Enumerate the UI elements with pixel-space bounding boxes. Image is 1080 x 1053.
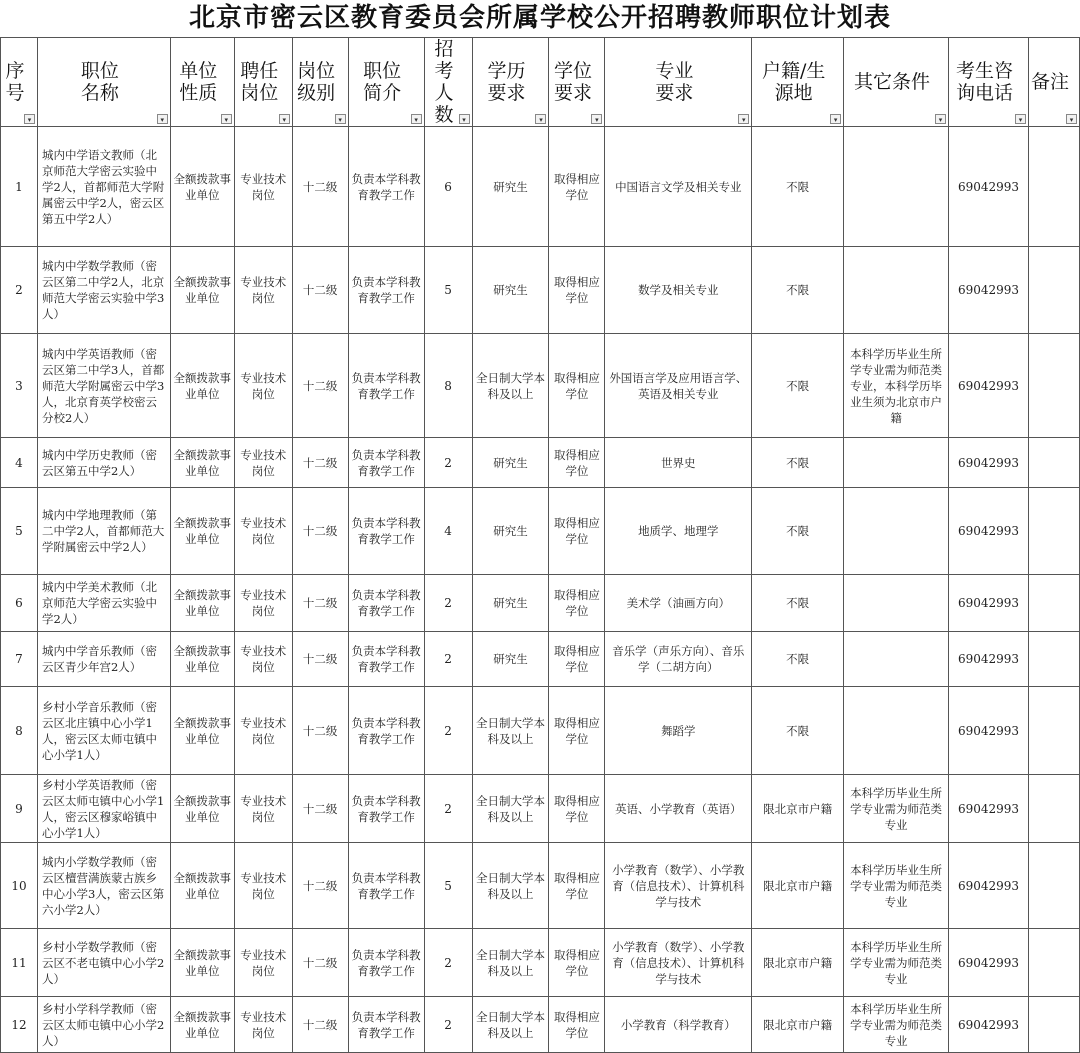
cell-degree: 取得相应学位 (549, 247, 605, 334)
cell-degree: 取得相应学位 (549, 127, 605, 247)
table-row (1, 997, 1080, 1053)
cell-position-name: 乡村小学科学教师（密云区太师屯镇中心小学2人） (37, 997, 170, 1053)
filter-dropdown-icon[interactable]: ▾ (591, 114, 602, 124)
cell-count: 5 (424, 843, 472, 929)
cell-other (844, 488, 949, 575)
header-label-line: 学位 (553, 60, 592, 82)
header-row (1, 38, 1080, 127)
cell-remark (1028, 632, 1079, 687)
cell-remark (1028, 334, 1079, 438)
cell-major: 地质学、地理学 (605, 488, 752, 575)
cell-count: 2 (424, 687, 472, 775)
cell-unit-type: 全额拨款事业单位 (170, 632, 234, 687)
cell-remark (1028, 247, 1079, 334)
cell-intro: 负责本学科教育教学工作 (348, 775, 424, 843)
cell-major: 小学教育（数学）、小学教育（信息技术）、计算机科学与技术 (605, 929, 752, 997)
cell-other: 本科学历毕业生所学专业需为师范类专业 (844, 843, 949, 929)
cell-count: 2 (424, 929, 472, 997)
cell-hukou: 不限 (752, 438, 844, 488)
cell-count: 2 (424, 632, 472, 687)
cell-level: 十二级 (292, 632, 348, 687)
cell-intro: 负责本学科教育教学工作 (348, 997, 424, 1053)
cell-phone: 69042993 (949, 575, 1029, 632)
cell-education: 全日制大学本科及以上 (472, 334, 549, 438)
cell-remark (1028, 775, 1079, 843)
cell-remark (1028, 488, 1079, 575)
cell-position-name: 乡村小学音乐教师（密云区北庄镇中心小学1人，密云区太师屯镇中心小学1人） (37, 687, 170, 775)
header-hukou (752, 38, 844, 127)
cell-phone: 69042993 (949, 997, 1029, 1053)
cell-position-name: 城内中学英语教师（密云区第二中学3人，首都师范大学附属密云中学3人，北京育英学校密云分校2人） (37, 334, 170, 438)
cell-remark (1028, 575, 1079, 632)
cell-position-name: 城内中学数学教师（密云区第二中学2人，北京师范大学密云实验中学3人） (37, 247, 170, 334)
header-unit-type (170, 38, 234, 127)
header-label-line: 岗位 (240, 82, 279, 104)
cell-degree: 取得相应学位 (549, 929, 605, 997)
cell-remark (1028, 438, 1079, 488)
cell-unit-type: 全额拨款事业单位 (170, 575, 234, 632)
header-label-line: 级别 (297, 82, 336, 104)
cell-hukou: 限北京市户籍 (752, 929, 844, 997)
cell-hukou: 不限 (752, 247, 844, 334)
cell-education: 全日制大学本科及以上 (472, 843, 549, 929)
cell-post: 专业技术岗位 (234, 334, 292, 438)
cell-hukou: 不限 (752, 127, 844, 247)
cell-no: 9 (1, 775, 38, 843)
cell-major: 小学教育（数学）、小学教育（信息技术）、计算机科学与技术 (605, 843, 752, 929)
header-label-line: 户籍/生 (761, 60, 826, 82)
cell-remark (1028, 997, 1079, 1053)
cell-phone: 69042993 (949, 127, 1029, 247)
table-row (1, 632, 1080, 687)
cell-post: 专业技术岗位 (234, 438, 292, 488)
cell-phone: 69042993 (949, 438, 1029, 488)
cell-post: 专业技术岗位 (234, 488, 292, 575)
table-row (1, 438, 1080, 488)
cell-hukou: 不限 (752, 488, 844, 575)
cell-phone: 69042993 (949, 632, 1029, 687)
header-label-line: 名称 (80, 82, 119, 104)
cell-position-name: 城内中学美术教师（北京师范大学密云实验中学2人） (37, 575, 170, 632)
cell-unit-type: 全额拨款事业单位 (170, 775, 234, 843)
cell-education: 研究生 (472, 632, 549, 687)
cell-intro: 负责本学科教育教学工作 (348, 575, 424, 632)
filter-dropdown-icon[interactable]: ▾ (1066, 114, 1077, 124)
header-other (844, 38, 949, 127)
cell-phone: 69042993 (949, 334, 1029, 438)
filter-dropdown-icon[interactable]: ▾ (157, 114, 168, 124)
filter-dropdown-icon[interactable]: ▾ (221, 114, 232, 124)
cell-degree: 取得相应学位 (549, 997, 605, 1053)
header-label-line: 职位 (80, 60, 119, 82)
header-label-line: 性质 (179, 82, 218, 104)
header-no (1, 38, 38, 127)
cell-phone: 69042993 (949, 687, 1029, 775)
filter-dropdown-icon[interactable]: ▾ (935, 114, 946, 124)
cell-no: 6 (1, 575, 38, 632)
cell-other (844, 127, 949, 247)
filter-dropdown-icon[interactable]: ▾ (279, 114, 290, 124)
header-label-line: 备注 (1030, 71, 1069, 93)
cell-phone: 69042993 (949, 488, 1029, 575)
header-level (292, 38, 348, 127)
table-row (1, 488, 1080, 575)
header-label-line: 学历 (487, 60, 526, 82)
header-degree (549, 38, 605, 127)
cell-no: 5 (1, 488, 38, 575)
cell-no: 10 (1, 843, 38, 929)
header-intro (348, 38, 424, 127)
table-body (1, 127, 1080, 1053)
cell-education: 研究生 (472, 575, 549, 632)
cell-major: 英语、小学教育（英语） (605, 775, 752, 843)
cell-hukou: 不限 (752, 687, 844, 775)
cell-major: 数学及相关专业 (605, 247, 752, 334)
cell-education: 全日制大学本科及以上 (472, 687, 549, 775)
table-row (1, 929, 1080, 997)
cell-other (844, 687, 949, 775)
cell-level: 十二级 (292, 843, 348, 929)
cell-hukou: 不限 (752, 334, 844, 438)
cell-major: 美术学（油画方向） (605, 575, 752, 632)
header-major (605, 38, 752, 127)
cell-level: 十二级 (292, 438, 348, 488)
cell-count: 6 (424, 127, 472, 247)
header-position-name (37, 38, 170, 127)
table-row (1, 843, 1080, 929)
table-row (1, 687, 1080, 775)
cell-unit-type: 全额拨款事业单位 (170, 127, 234, 247)
header-label-line: 招考 (434, 38, 454, 82)
cell-intro: 负责本学科教育教学工作 (348, 843, 424, 929)
cell-degree: 取得相应学位 (549, 775, 605, 843)
cell-position-name: 乡村小学英语教师（密云区太师屯镇中心小学1人，密云区穆家峪镇中心小学1人） (37, 775, 170, 843)
cell-post: 专业技术岗位 (234, 775, 292, 843)
job-plan-table (0, 37, 1080, 1053)
filter-dropdown-icon[interactable]: ▾ (24, 114, 35, 124)
cell-education: 全日制大学本科及以上 (472, 775, 549, 843)
cell-unit-type: 全额拨款事业单位 (170, 997, 234, 1053)
table-row (1, 575, 1080, 632)
cell-degree: 取得相应学位 (549, 687, 605, 775)
table-row (1, 127, 1080, 247)
cell-unit-type: 全额拨款事业单位 (170, 929, 234, 997)
header-count (424, 38, 472, 127)
cell-unit-type: 全额拨款事业单位 (170, 334, 234, 438)
cell-post: 专业技术岗位 (234, 575, 292, 632)
cell-other (844, 632, 949, 687)
header-label-line: 源地 (774, 82, 813, 104)
cell-position-name: 城内中学音乐教师（密云区青少年宫2人） (37, 632, 170, 687)
cell-degree: 取得相应学位 (549, 632, 605, 687)
cell-no: 3 (1, 334, 38, 438)
cell-degree: 取得相应学位 (549, 843, 605, 929)
cell-no: 8 (1, 687, 38, 775)
cell-count: 5 (424, 247, 472, 334)
cell-education: 研究生 (472, 127, 549, 247)
cell-major: 音乐学（声乐方向）、音乐学（二胡方向） (605, 632, 752, 687)
cell-education: 研究生 (472, 488, 549, 575)
cell-other (844, 575, 949, 632)
cell-major: 小学教育（科学教育） (605, 997, 752, 1053)
filter-dropdown-icon[interactable]: ▾ (535, 114, 546, 124)
cell-level: 十二级 (292, 488, 348, 575)
cell-unit-type: 全额拨款事业单位 (170, 438, 234, 488)
cell-count: 8 (424, 334, 472, 438)
header-label-line: 要求 (655, 82, 694, 104)
cell-education: 全日制大学本科及以上 (472, 997, 549, 1053)
cell-count: 2 (424, 438, 472, 488)
cell-degree: 取得相应学位 (549, 488, 605, 575)
header-label-line: 要求 (487, 82, 526, 104)
cell-unit-type: 全额拨款事业单位 (170, 247, 234, 334)
cell-level: 十二级 (292, 929, 348, 997)
cell-post: 专业技术岗位 (234, 247, 292, 334)
cell-hukou: 限北京市户籍 (752, 997, 844, 1053)
cell-position-name: 城内中学语文教师（北京师范大学密云实验中学2人，首都师范大学附属密云中学2人，密云区第五中学2人） (37, 127, 170, 247)
cell-phone: 69042993 (949, 843, 1029, 929)
cell-intro: 负责本学科教育教学工作 (348, 488, 424, 575)
header-label-line: 专业 (655, 60, 694, 82)
cell-unit-type: 全额拨款事业单位 (170, 488, 234, 575)
cell-level: 十二级 (292, 334, 348, 438)
header-label-line: 要求 (553, 82, 592, 104)
cell-level: 十二级 (292, 127, 348, 247)
cell-intro: 负责本学科教育教学工作 (348, 127, 424, 247)
filter-dropdown-icon[interactable]: ▾ (830, 114, 841, 124)
filter-dropdown-icon[interactable]: ▾ (411, 114, 422, 124)
header-label-line: 简介 (363, 82, 402, 104)
cell-phone: 69042993 (949, 247, 1029, 334)
cell-intro: 负责本学科教育教学工作 (348, 334, 424, 438)
cell-hukou: 限北京市户籍 (752, 775, 844, 843)
cell-position-name: 城内小学数学教师（密云区檀营满族蒙古族乡中心小学3人，密云区第六小学2人） (37, 843, 170, 929)
cell-post: 专业技术岗位 (234, 127, 292, 247)
cell-hukou: 不限 (752, 632, 844, 687)
cell-unit-type: 全额拨款事业单位 (170, 687, 234, 775)
cell-no: 1 (1, 127, 38, 247)
header-label-line: 序 (5, 60, 25, 82)
table-row (1, 775, 1080, 843)
cell-hukou: 不限 (752, 575, 844, 632)
cell-other (844, 247, 949, 334)
cell-other (844, 438, 949, 488)
cell-no: 2 (1, 247, 38, 334)
filter-dropdown-icon[interactable]: ▾ (738, 114, 749, 124)
cell-remark (1028, 687, 1079, 775)
cell-intro: 负责本学科教育教学工作 (348, 687, 424, 775)
cell-education: 全日制大学本科及以上 (472, 929, 549, 997)
header-phone (949, 38, 1029, 127)
cell-position-name: 城内中学地理教师（第二中学2人，首都师范大学附属密云中学2人） (37, 488, 170, 575)
header-label-line: 聘任 (240, 60, 279, 82)
cell-position-name: 城内中学历史教师（密云区第五中学2人） (37, 438, 170, 488)
cell-no: 4 (1, 438, 38, 488)
table-row (1, 334, 1080, 438)
cell-no: 7 (1, 632, 38, 687)
cell-other: 本科学历毕业生所学专业需为师范类专业 (844, 775, 949, 843)
cell-major: 舞蹈学 (605, 687, 752, 775)
cell-count: 4 (424, 488, 472, 575)
header-label-line: 职位 (363, 60, 402, 82)
header-label-line: 考生咨 (955, 60, 1013, 82)
filter-dropdown-icon[interactable]: ▾ (459, 114, 470, 124)
filter-dropdown-icon[interactable]: ▾ (335, 114, 346, 124)
header-label-line: 人数 (434, 82, 454, 126)
cell-remark (1028, 843, 1079, 929)
cell-major: 外国语言学及应用语言学、英语及相关专业 (605, 334, 752, 438)
cell-level: 十二级 (292, 775, 348, 843)
cell-no: 11 (1, 929, 38, 997)
header-label-line: 号 (5, 82, 25, 104)
cell-other: 本科学历毕业生所学专业需为师范类专业 (844, 929, 949, 997)
cell-major: 中国语言文学及相关专业 (605, 127, 752, 247)
cell-no: 12 (1, 997, 38, 1053)
cell-degree: 取得相应学位 (549, 575, 605, 632)
cell-post: 专业技术岗位 (234, 843, 292, 929)
filter-dropdown-icon[interactable]: ▾ (1015, 114, 1026, 124)
cell-phone: 69042993 (949, 929, 1029, 997)
header-label-line: 其它条件 (854, 71, 931, 93)
cell-position-name: 乡村小学数学教师（密云区不老屯镇中心小学2人） (37, 929, 170, 997)
cell-other: 本科学历毕业生所学专业需为师范类专业 (844, 997, 949, 1053)
cell-level: 十二级 (292, 575, 348, 632)
cell-intro: 负责本学科教育教学工作 (348, 929, 424, 997)
cell-intro: 负责本学科教育教学工作 (348, 438, 424, 488)
header-label-line: 岗位 (297, 60, 336, 82)
cell-post: 专业技术岗位 (234, 929, 292, 997)
header-post (234, 38, 292, 127)
cell-intro: 负责本学科教育教学工作 (348, 632, 424, 687)
header-education (472, 38, 549, 127)
cell-degree: 取得相应学位 (549, 334, 605, 438)
cell-level: 十二级 (292, 997, 348, 1053)
header-remark (1028, 38, 1079, 127)
cell-hukou: 限北京市户籍 (752, 843, 844, 929)
cell-unit-type: 全额拨款事业单位 (170, 843, 234, 929)
cell-degree: 取得相应学位 (549, 438, 605, 488)
cell-education: 研究生 (472, 247, 549, 334)
cell-count: 2 (424, 775, 472, 843)
header-label-line: 单位 (179, 60, 218, 82)
cell-count: 2 (424, 575, 472, 632)
cell-remark (1028, 929, 1079, 997)
cell-other: 本科学历毕业生所学专业需为师范类专业，本科学历毕业生须为北京市户籍 (844, 334, 949, 438)
cell-level: 十二级 (292, 687, 348, 775)
cell-post: 专业技术岗位 (234, 997, 292, 1053)
cell-post: 专业技术岗位 (234, 687, 292, 775)
cell-level: 十二级 (292, 247, 348, 334)
cell-remark (1028, 127, 1079, 247)
cell-phone: 69042993 (949, 775, 1029, 843)
page-title: 北京市密云区教育委员会所属学校公开招聘教师职位计划表 (188, 3, 891, 33)
table-row (1, 247, 1080, 334)
cell-major: 世界史 (605, 438, 752, 488)
cell-intro: 负责本学科教育教学工作 (348, 247, 424, 334)
header-label-line: 询电话 (955, 82, 1013, 104)
cell-post: 专业技术岗位 (234, 632, 292, 687)
cell-education: 研究生 (472, 438, 549, 488)
cell-count: 2 (424, 997, 472, 1053)
